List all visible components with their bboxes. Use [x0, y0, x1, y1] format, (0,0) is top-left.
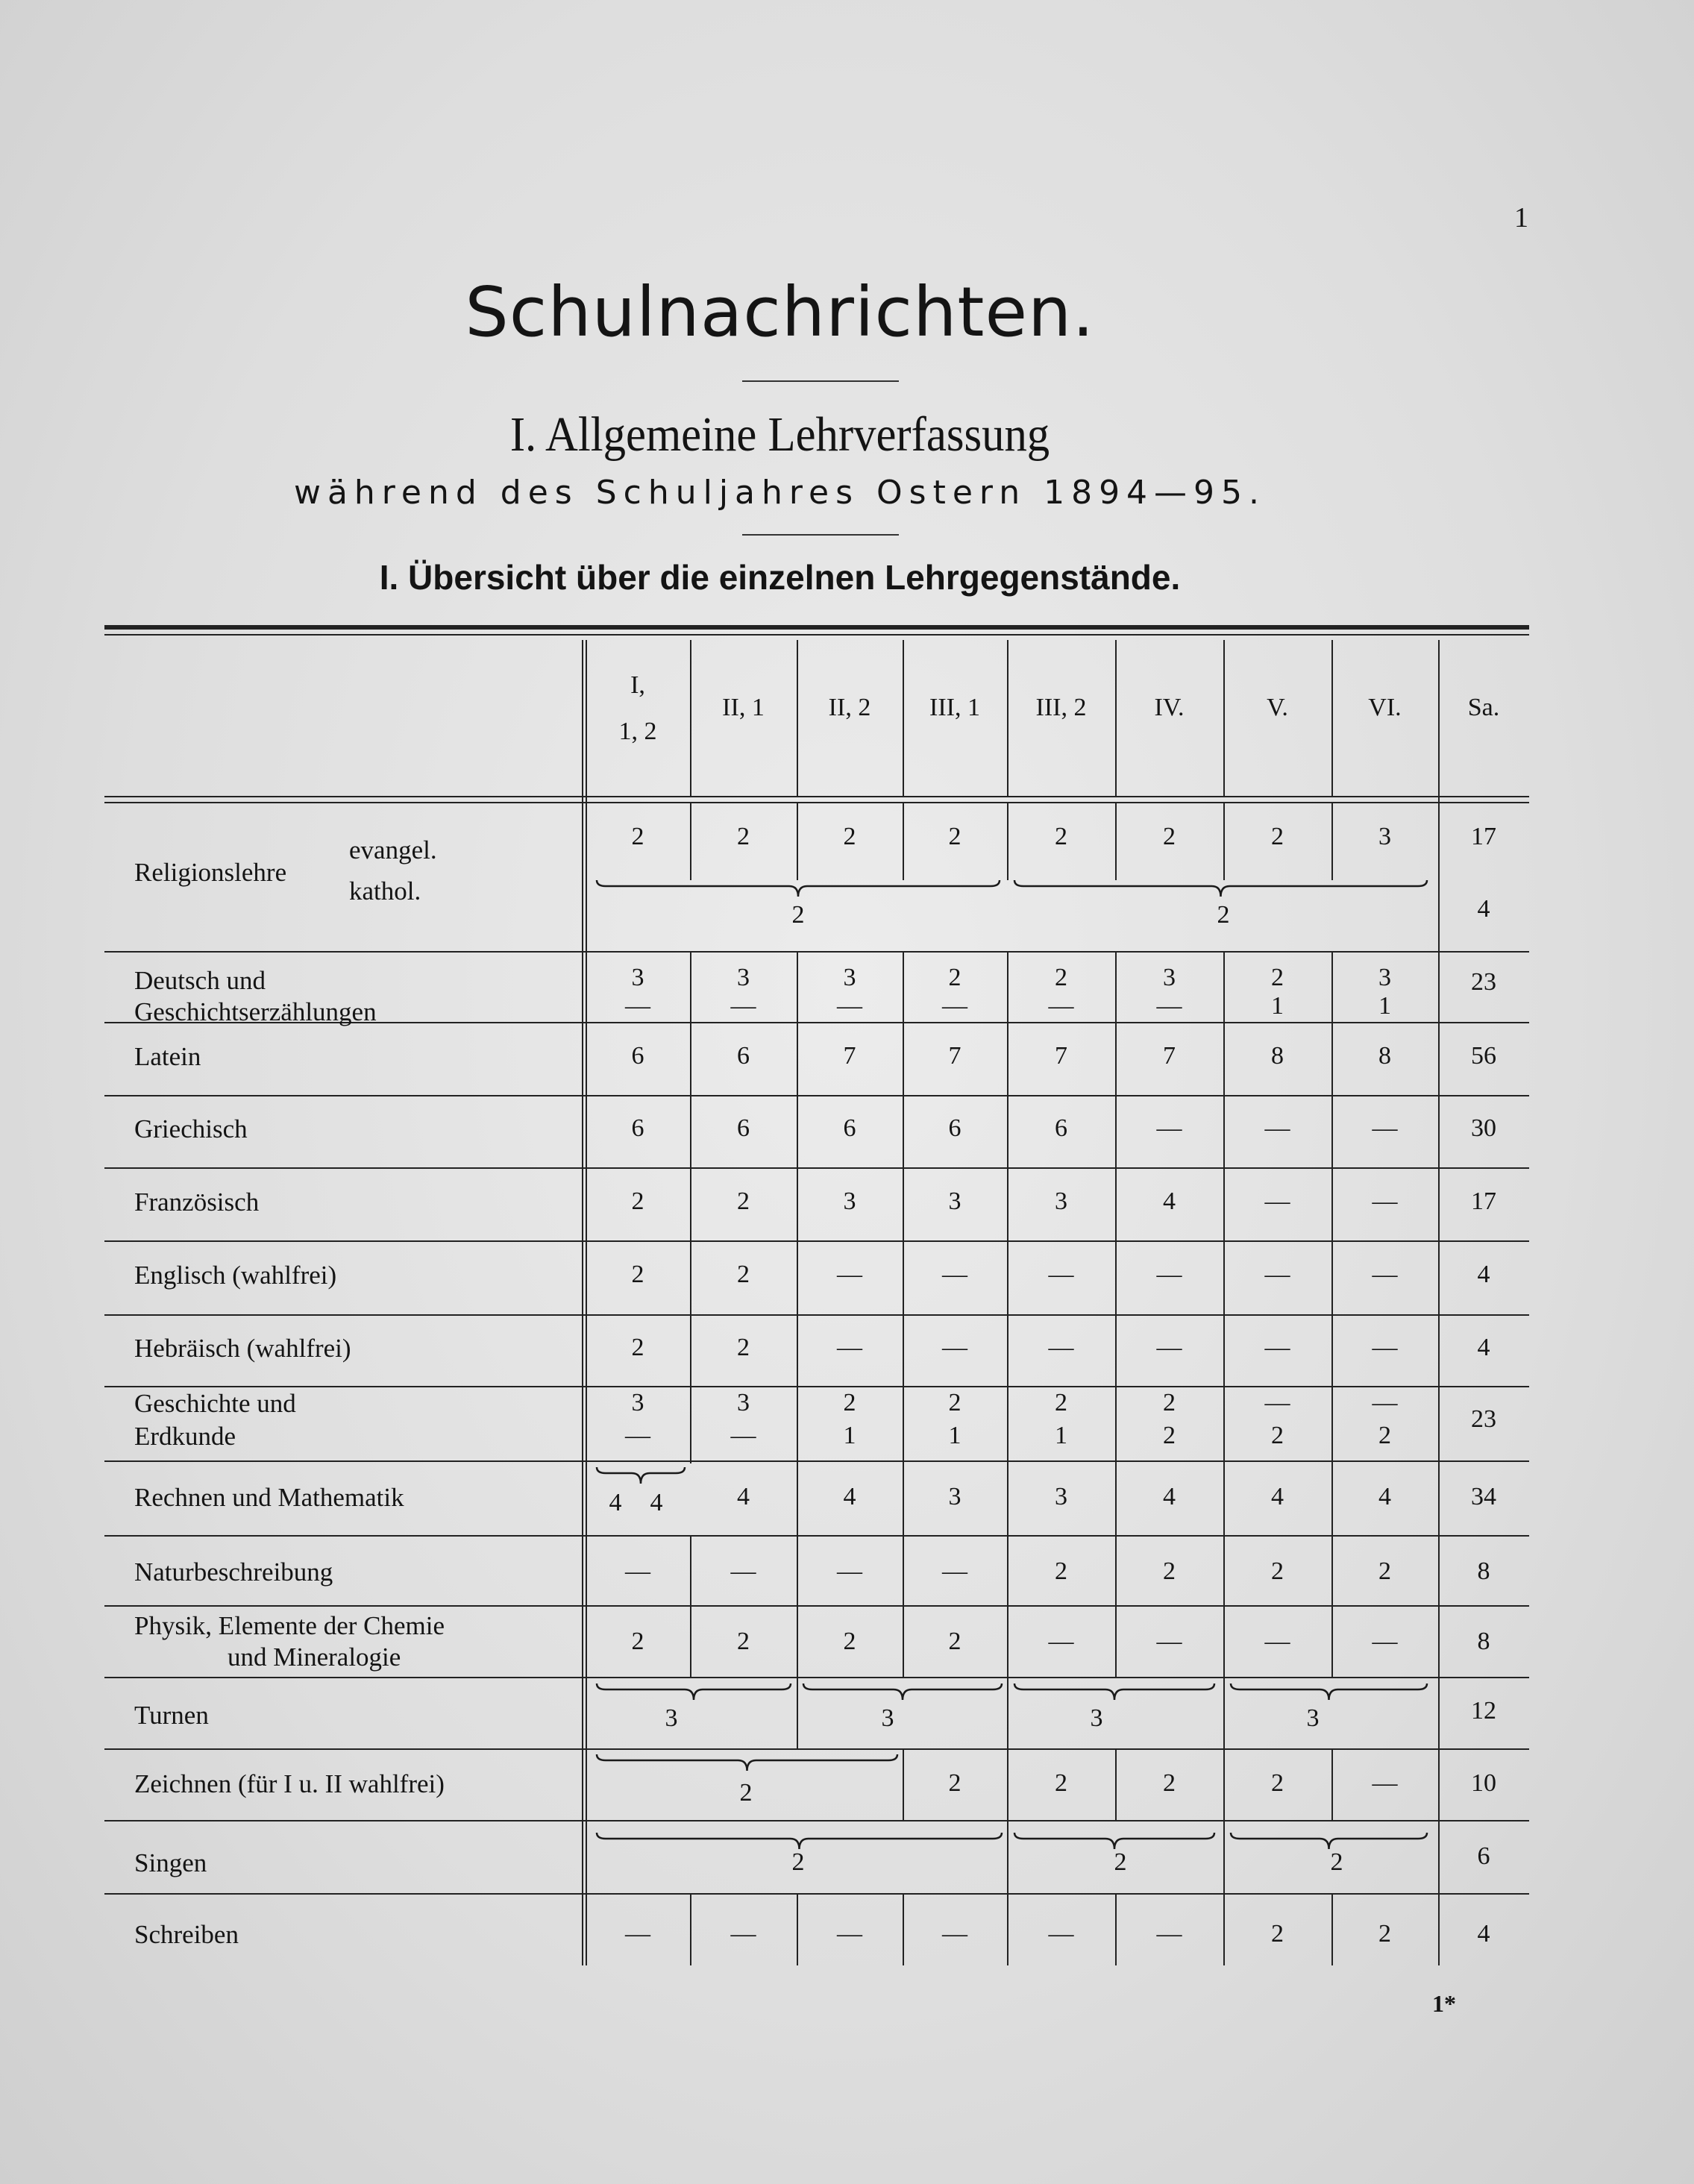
- value-englisch: —: [837, 1261, 862, 1288]
- column-header: V.: [1267, 694, 1288, 721]
- value-franzoesisch: 3: [948, 1187, 961, 1215]
- value-geschichte-top: 2: [1055, 1389, 1067, 1416]
- value-singen-sum: 6: [1477, 1842, 1490, 1870]
- value-singen-group: 2: [791, 1848, 805, 1876]
- header-bottom-rule: [104, 796, 1529, 797]
- value-deutsch-top: 2: [1271, 964, 1284, 991]
- subject-deutsch: Deutsch und: [134, 966, 266, 995]
- value-geschichte-bottom: 2: [1378, 1422, 1391, 1449]
- value-zeichnen-group: 2: [739, 1779, 753, 1807]
- value-natur: —: [837, 1557, 862, 1585]
- row-rule: [104, 1386, 1529, 1387]
- cell-rule: [1007, 1678, 1008, 1750]
- value-geschichte-bottom: —: [730, 1422, 756, 1449]
- value-zeichnen: 2: [1055, 1769, 1067, 1797]
- subject-zeichnen: Zeichnen (für I u. II wahlfrei): [134, 1769, 445, 1798]
- row-rule: [104, 1167, 1529, 1169]
- subject-physik-2: und Mineralogie: [228, 1642, 401, 1672]
- value-zeichnen: 2: [948, 1769, 961, 1797]
- value-deutsch-bottom: —: [942, 992, 967, 1020]
- value-englisch: 2: [737, 1261, 750, 1288]
- value-englisch: —: [1372, 1261, 1398, 1288]
- value-franzoesisch: 4: [1163, 1187, 1176, 1215]
- value-physik: 2: [843, 1628, 856, 1655]
- value-geschichte-top: —: [1372, 1389, 1398, 1416]
- table-heading: I. Übersicht über die einzelnen Lehrgegenstände.: [379, 558, 1181, 597]
- value-griechisch: —: [1264, 1114, 1290, 1142]
- column-header-line1: I,: [630, 671, 645, 699]
- value-franzoesisch: —: [1372, 1187, 1398, 1215]
- subject-rechnen: Rechnen und Mathematik: [134, 1483, 404, 1512]
- value-physik: 2: [948, 1628, 961, 1655]
- value-physik: 8: [1477, 1628, 1490, 1655]
- value-evangel: 2: [948, 823, 961, 850]
- subject-physik: Physik, Elemente der Chemie: [134, 1611, 445, 1640]
- value-evangel: 2: [1163, 823, 1176, 850]
- value-hebraeisch: —: [837, 1334, 862, 1361]
- subject-hebraeisch: Hebräisch (wahlfrei): [134, 1334, 351, 1363]
- value-evangel: 2: [843, 823, 856, 850]
- value-schreiben: 2: [1378, 1920, 1391, 1948]
- value-deutsch-bottom: —: [730, 992, 756, 1020]
- subject-griechisch: Griechisch: [134, 1114, 248, 1143]
- value-deutsch-bottom: 1: [1271, 992, 1284, 1020]
- value-geschichte-bottom: 2: [1271, 1422, 1284, 1449]
- brace-zeichnen: [595, 1753, 899, 1775]
- column-header: VI.: [1368, 694, 1402, 721]
- subject-geschichte: Geschichte und: [134, 1389, 296, 1418]
- value-rechnen: 4: [843, 1483, 856, 1510]
- column-header: II, 1: [722, 694, 765, 721]
- value-englisch: —: [942, 1261, 967, 1288]
- value-rechnen: 4: [737, 1483, 750, 1510]
- page-title: Schulnachrichten.: [465, 272, 1095, 352]
- value-griechisch: —: [1156, 1114, 1182, 1142]
- page-number: 1: [1514, 202, 1528, 233]
- cell-rule: [1007, 1820, 1008, 1895]
- value-geschichte-top: 2: [843, 1389, 856, 1416]
- value-rechnen: 34: [1471, 1483, 1496, 1510]
- value-griechisch: 30: [1471, 1114, 1496, 1142]
- value-evangel: 2: [1055, 823, 1067, 850]
- value-schreiben: 4: [1477, 1920, 1490, 1948]
- value-physik: —: [1156, 1628, 1182, 1655]
- value-griechisch: 6: [631, 1114, 644, 1142]
- value-deutsch-bottom: —: [1156, 992, 1182, 1020]
- value-griechisch: 6: [1055, 1114, 1067, 1142]
- value-turnen-group: 3: [1090, 1704, 1103, 1732]
- brace-turnen-1: [595, 1682, 792, 1704]
- value-turnen-group: 3: [881, 1704, 894, 1732]
- value-geschichte-bottom: 1: [843, 1422, 856, 1449]
- value-latein: 7: [948, 1042, 961, 1070]
- subject-natur: Naturbeschreibung: [134, 1557, 333, 1587]
- value-evangel: 17: [1471, 823, 1496, 850]
- value-zeichnen: 10: [1471, 1769, 1496, 1797]
- subject-singen: Singen: [134, 1848, 207, 1877]
- value-franzoesisch: —: [1264, 1187, 1290, 1215]
- value-geschichte-bottom: —: [625, 1422, 650, 1449]
- value-deutsch-bottom: —: [1048, 992, 1074, 1020]
- value-latein: 6: [737, 1042, 750, 1070]
- value-rechnen: 4: [1378, 1483, 1391, 1510]
- value-rechnen-b: 4: [650, 1489, 663, 1516]
- brace-rechnen: [595, 1466, 686, 1488]
- value-zeichnen: —: [1372, 1769, 1398, 1797]
- value-latein: 7: [843, 1042, 856, 1070]
- value-natur: 2: [1163, 1557, 1176, 1585]
- value-deutsch-top: 2: [948, 964, 961, 991]
- value-latein: 7: [1055, 1042, 1067, 1070]
- brace-turnen-4: [1229, 1682, 1428, 1704]
- value-latein: 8: [1271, 1042, 1284, 1070]
- value-schreiben: 2: [1271, 1920, 1284, 1948]
- row-rule: [104, 1460, 1529, 1462]
- value-deutsch-bottom: —: [837, 992, 862, 1020]
- value-latein: 8: [1378, 1042, 1391, 1070]
- value-kathol-group: 2: [791, 901, 805, 929]
- value-deutsch-top: 3: [843, 964, 856, 991]
- value-natur: 2: [1271, 1557, 1284, 1585]
- column-header: II, 2: [828, 694, 871, 721]
- row-rule: [104, 1095, 1529, 1096]
- value-hebraeisch: 2: [737, 1334, 750, 1361]
- value-evangel: 2: [631, 823, 644, 850]
- value-schreiben: —: [625, 1920, 650, 1948]
- value-turnen-group: 3: [1306, 1704, 1320, 1732]
- value-geschichte-bottom: 2: [1163, 1422, 1176, 1449]
- value-deutsch-top: 3: [631, 964, 644, 991]
- value-hebraeisch: 2: [631, 1334, 644, 1361]
- value-deutsch-sum: 23: [1471, 968, 1496, 996]
- row-rule: [104, 1314, 1529, 1316]
- value-geschichte-top: 2: [948, 1389, 961, 1416]
- value-franzoesisch: 2: [631, 1187, 644, 1215]
- value-geschichte-bottom: 1: [1055, 1422, 1067, 1449]
- value-schreiben: —: [730, 1920, 756, 1948]
- subject-religion: Religionslehre: [134, 858, 287, 887]
- value-englisch: —: [1048, 1261, 1074, 1288]
- value-schreiben: —: [1156, 1920, 1182, 1948]
- value-rechnen: 3: [1055, 1483, 1067, 1510]
- value-kathol-sum: 4: [1477, 895, 1490, 923]
- value-schreiben: —: [1048, 1920, 1074, 1948]
- row-rule: [104, 1748, 1529, 1750]
- value-deutsch-top: 3: [1163, 964, 1176, 991]
- value-englisch: —: [1156, 1261, 1182, 1288]
- cell-rule: [797, 1678, 798, 1750]
- value-physik: —: [1372, 1628, 1398, 1655]
- brace-turnen-3: [1013, 1682, 1216, 1704]
- value-schreiben: —: [942, 1920, 967, 1948]
- value-geschichte-sum: 23: [1471, 1405, 1496, 1433]
- period-rule: [742, 534, 899, 536]
- period-line: während des Schuljahres Ostern 1894—95.: [293, 474, 1267, 512]
- value-englisch: —: [1264, 1261, 1290, 1288]
- value-hebraeisch: —: [1048, 1334, 1074, 1361]
- value-hebraeisch: 4: [1477, 1334, 1490, 1361]
- value-deutsch-top: 3: [737, 964, 750, 991]
- column-header: III, 1: [929, 694, 980, 721]
- column-header: Sa.: [1467, 694, 1500, 721]
- value-rechnen-a: 4: [609, 1489, 622, 1516]
- value-geschichte-top: 3: [631, 1389, 644, 1416]
- value-physik: —: [1264, 1628, 1290, 1655]
- value-franzoesisch: 3: [843, 1187, 856, 1215]
- value-hebraeisch: —: [942, 1334, 967, 1361]
- table-top-rule: [104, 625, 1529, 630]
- value-latein: 7: [1163, 1042, 1176, 1070]
- value-deutsch-bottom: 1: [1378, 992, 1391, 1020]
- value-turnen-sum: 12: [1471, 1697, 1496, 1725]
- value-hebraeisch: —: [1264, 1334, 1290, 1361]
- value-hebraeisch: —: [1372, 1334, 1398, 1361]
- value-englisch: 4: [1477, 1261, 1490, 1288]
- footer-signature-mark: 1*: [1432, 1990, 1456, 2017]
- value-natur: —: [942, 1557, 967, 1585]
- header-bottom-rule-thin: [104, 802, 1529, 803]
- column-header: III, 2: [1035, 694, 1087, 721]
- value-griechisch: 6: [737, 1114, 750, 1142]
- subject-deutsch-2: Geschichtserzählungen: [134, 997, 377, 1026]
- value-deutsch-top: 2: [1055, 964, 1067, 991]
- value-schreiben: —: [837, 1920, 862, 1948]
- column-rule-first: [582, 640, 583, 1965]
- value-kathol-group: 2: [1217, 901, 1230, 929]
- subject-kathol: kathol.: [349, 876, 421, 906]
- subject-evangel: evangel.: [349, 835, 437, 865]
- value-rechnen: 4: [1163, 1483, 1176, 1510]
- value-natur: 2: [1055, 1557, 1067, 1585]
- subject-geschichte-2: Erdkunde: [134, 1422, 236, 1451]
- table-top-rule-thin: [104, 634, 1529, 636]
- value-zeichnen: 2: [1271, 1769, 1284, 1797]
- value-rechnen: 4: [1271, 1483, 1284, 1510]
- cell-rule: [1223, 1820, 1225, 1895]
- value-turnen-group: 3: [665, 1704, 678, 1732]
- brace-kathol-2: [1013, 879, 1428, 901]
- value-geschichte-top: 2: [1163, 1389, 1176, 1416]
- value-franzoesisch: 2: [737, 1187, 750, 1215]
- subject-turnen: Turnen: [134, 1701, 209, 1730]
- value-deutsch-top: 3: [1378, 964, 1391, 991]
- row-rule: [104, 1605, 1529, 1607]
- value-englisch: 2: [631, 1261, 644, 1288]
- value-hebraeisch: —: [1156, 1334, 1182, 1361]
- value-physik: 2: [631, 1628, 644, 1655]
- title-rule: [742, 380, 899, 382]
- value-evangel: 3: [1378, 823, 1391, 850]
- value-latein: 56: [1471, 1042, 1496, 1070]
- value-natur: —: [625, 1557, 650, 1585]
- section-heading: I. Allgemeine Lehrverfassung: [509, 407, 1050, 462]
- value-geschichte-bottom: 1: [948, 1422, 961, 1449]
- value-rechnen: 3: [948, 1483, 961, 1510]
- value-zeichnen: 2: [1163, 1769, 1176, 1797]
- value-evangel: 2: [737, 823, 750, 850]
- row-rule: [104, 1535, 1529, 1537]
- cell-rule: [1223, 1678, 1225, 1750]
- row-rule: [104, 1820, 1529, 1821]
- value-evangel: 2: [1271, 823, 1284, 850]
- column-header: IV.: [1154, 694, 1185, 721]
- value-latein: 6: [631, 1042, 644, 1070]
- subject-schreiben: Schreiben: [134, 1920, 239, 1949]
- value-singen-group: 2: [1114, 1848, 1127, 1876]
- row-rule: [104, 1893, 1529, 1895]
- value-deutsch-bottom: —: [625, 992, 650, 1020]
- value-natur: —: [730, 1557, 756, 1585]
- value-singen-group: 2: [1330, 1848, 1343, 1876]
- value-geschichte-top: —: [1264, 1389, 1290, 1416]
- value-natur: 2: [1378, 1557, 1391, 1585]
- row-rule: [104, 1240, 1529, 1242]
- column-header-line2: 1, 2: [618, 718, 657, 745]
- value-geschichte-top: 3: [737, 1389, 750, 1416]
- brace-turnen-2: [802, 1682, 1003, 1704]
- brace-kathol-1: [595, 879, 1001, 901]
- value-physik: —: [1048, 1628, 1074, 1655]
- value-griechisch: —: [1372, 1114, 1398, 1142]
- value-franzoesisch: 3: [1055, 1187, 1067, 1215]
- value-natur: 8: [1477, 1557, 1490, 1585]
- value-physik: 2: [737, 1628, 750, 1655]
- row-rule: [104, 951, 1529, 953]
- row-rule: [104, 1677, 1529, 1678]
- subject-franzoesisch: Französisch: [134, 1187, 260, 1217]
- value-franzoesisch: 17: [1471, 1187, 1496, 1215]
- subject-latein: Latein: [134, 1042, 201, 1071]
- value-griechisch: 6: [948, 1114, 961, 1142]
- value-griechisch: 6: [843, 1114, 856, 1142]
- subject-englisch: Englisch (wahlfrei): [134, 1261, 337, 1290]
